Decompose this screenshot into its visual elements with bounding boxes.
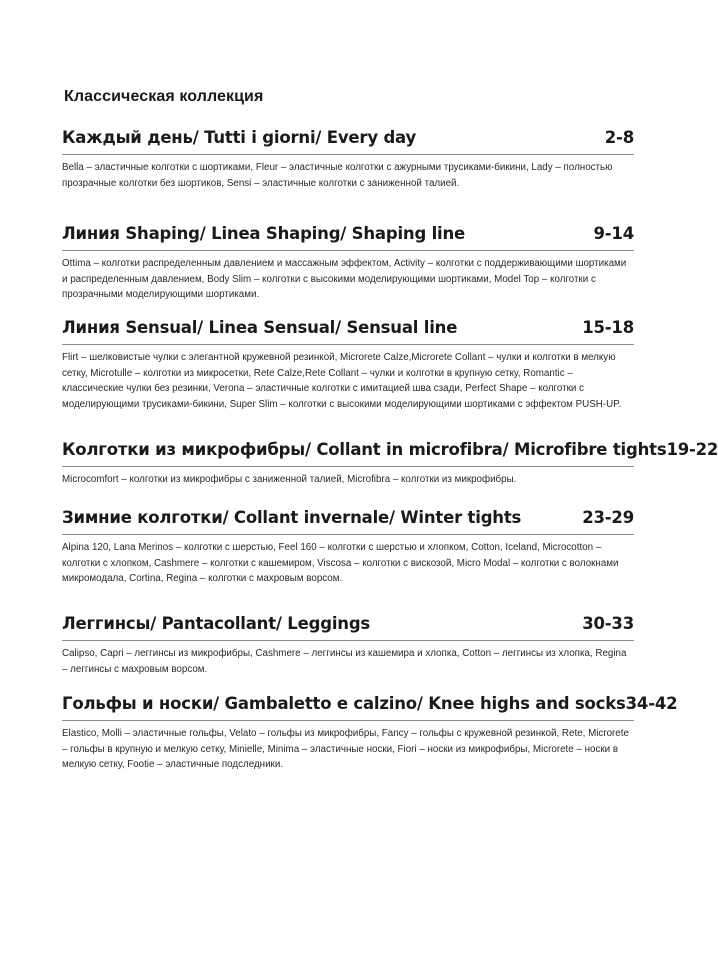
section-microfibre-tights — [62, 440, 718, 488]
section-description: Calipso, Capri – леггинсы из микрофибры, Cashmere – леггинсы из кашемира и хлопка, Cotton – леггинсы из хлопка, Regina – леггинсы с махровым ворсом. — [62, 648, 627, 675]
section-description: Alpina 120, Lana Merinos – колготки с шерстью, Feel 160 – колготки с шерстью и хлопком, Cotton, Iceland, Microcotton – колготки с хлопком, Cashmere – колготки с кашемиром, Viscosa – колготки с вискозой, Micro Modal – колготки с волокнами микромодала, Cortina, Regina – колготки с махровым ворсом. — [62, 542, 619, 584]
section-divider — [62, 720, 634, 721]
section-winter-tights — [62, 508, 634, 587]
section-title: Линия Sensual/ Linea Sensual/ Sensual line — [62, 318, 458, 337]
section-leggings — [62, 614, 634, 677]
section-description: Ottima – колготки распределенным давлением и массажным эффектом, Activity – колготки с поддерживающими шортиками и распределенным давлением, Body Slim – колготки с высокими моделирующими шортиками, Model Top – колготки с прозрачными моделирующими шортиками. — [62, 258, 627, 300]
section-header — [62, 224, 634, 243]
section-header — [62, 318, 634, 337]
section-description: Elastico, Molli – эластичные гольфы, Velato – гольфы из микрофибры, Fancy – гольфы с кружевной резинкой, Rete, Microrete – гольфы в крупную и мелкую сетку, Minielle, Minima – эластичные носки, Fiori – носки из микрофибры, Microrete – носки в мелкую сетку, Footie – эластичные подследники. — [62, 728, 629, 770]
section-title: Колготки из микрофибры/ Collant in microfibra/ Microfibre tights — [62, 440, 667, 459]
section-every-day — [62, 128, 634, 191]
section-title: Зимние колготки/ Collant invernale/ Winter tights — [62, 508, 522, 527]
section-pages: 34-42 — [625, 694, 678, 713]
section-description: Microcomfort – колготки из микрофибры с заниженной талией, Microfibra – колготки из микрофибры. — [62, 474, 517, 485]
section-pages: 9-14 — [593, 224, 634, 243]
section-title: Леггинсы/ Pantacollant/ Leggings — [62, 614, 371, 633]
section-divider — [62, 466, 634, 467]
section-pages: 23-29 — [582, 508, 634, 527]
page-title: Классическая коллекция — [64, 88, 264, 105]
section-title: Каждый день/ Tutti i giorni/ Every day — [62, 128, 417, 147]
section-header — [62, 440, 718, 459]
section-shaping-line — [62, 224, 634, 303]
section-divider — [62, 250, 634, 251]
section-header — [62, 128, 634, 147]
section-header — [62, 614, 634, 633]
section-divider — [62, 344, 634, 345]
section-header — [62, 508, 634, 527]
section-header — [62, 694, 678, 713]
section-pages: 15-18 — [582, 318, 634, 337]
section-title: Гольфы и носки/ Gambaletto e calzino/ Knee highs and socks — [62, 694, 626, 713]
section-knee-highs-socks — [62, 694, 678, 773]
section-pages: 2-8 — [604, 128, 634, 147]
section-description: Bella – эластичные колготки с шортиками, Fleur – эластичные колготки с ажурными трусиками-бикини, Lady – полностью прозрачные колготки без шортиков, Sensi – эластичные колготки с заниженной талией. — [62, 162, 613, 189]
section-pages: 19-22 — [666, 440, 718, 459]
section-divider — [62, 534, 634, 535]
section-pages: 30-33 — [582, 614, 634, 633]
section-divider — [62, 640, 634, 641]
section-sensual-line — [62, 318, 634, 412]
section-divider — [62, 154, 634, 155]
section-description: Flirt – шелковистые чулки с элегантной кружевной резинкой, Microrete Calze,Microrete Collant – чулки и колготки в мелкую сетку, Microtulle – колготки из микросетки, Rete Calze,Rete Collant – чулки и колготки в крупную сетку, Romantic – классические чулки без резинки, Verona – эластичные колготки с имитацией шва сзади, Perfect Shape – колготки с моделирующими трусиками-бикини, Super Slim – колготки с высокими моделирующими шортиками с эффектом PUSH-UP. — [62, 352, 622, 410]
section-title: Линия Shaping/ Linea Shaping/ Shaping line — [62, 224, 466, 243]
